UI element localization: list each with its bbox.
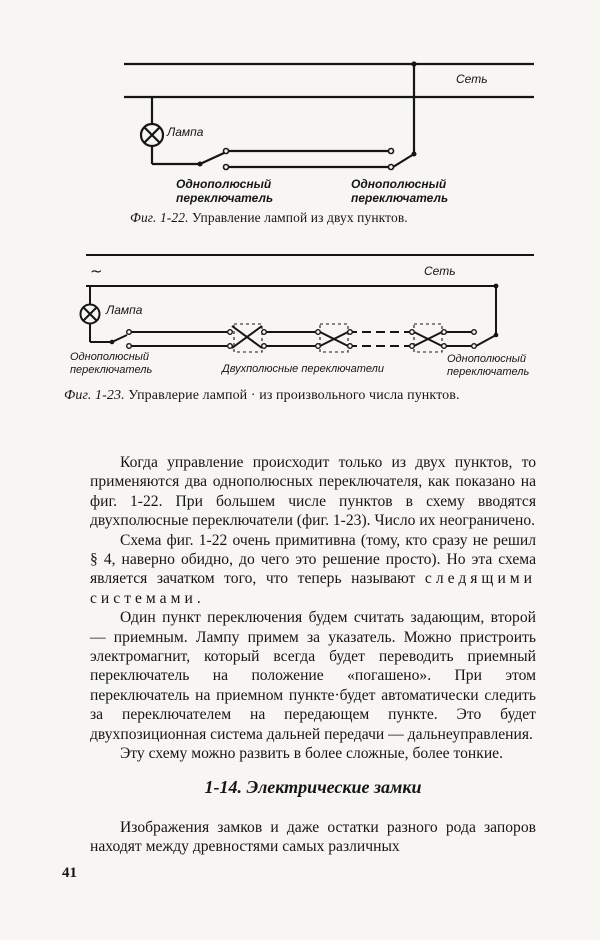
- caption-text: Управлерие лампой · из произвольного числа пунктов.: [124, 388, 460, 403]
- net-label: Сеть: [456, 72, 488, 86]
- paragraph-2: [90, 531, 536, 609]
- switch-right-label-2: переключатель: [447, 366, 530, 378]
- paragraph-1: Когда управление происходит только из двух пунктов, то применяются два однополюсных переключателя, как показано на фиг. 1-22. При большем числе пунктов в схему вводятся двухполюсные переключатели (фиг. 1-23). Число их неограничено.: [90, 454, 536, 530]
- lamp-label: Лампа: [167, 125, 204, 139]
- page-number: 41: [62, 865, 77, 881]
- lamp-label: Лампа: [106, 303, 143, 317]
- net-label: Сеть: [424, 264, 456, 278]
- paragraph-3: Один пункт переключения будем считать задающим, второй — приемным. Лампу примем за указатель. Можно пристроить электромагнит, который всегда будет переводить приемный переключатель на положение «погашено». При этом переключатель на приемном пункте·будет автоматически следить за переключателем на передающем пункте. Это будет двухпозиционная система дальней передачи — дальнеуправления.: [90, 609, 536, 743]
- caption-number: Фиг. 1-22.: [130, 210, 189, 225]
- switch-middle-label: Двухполюсные переключатели: [222, 363, 384, 375]
- switch-left-label-1: Однополюсный: [70, 351, 149, 363]
- caption-number: Фиг. 1-23.: [64, 388, 125, 403]
- caption-text: Управление лампой из двух пунктов.: [188, 210, 408, 225]
- paragraph-5: Изображения замков и даже остатки разного рода запоров находят между древностями самых различных: [90, 819, 536, 856]
- figure-1-23-caption: [64, 388, 460, 404]
- switch-left-label-1: Однополюсный: [176, 177, 272, 191]
- switch-left-label-2: переключатель: [176, 191, 274, 205]
- ac-symbol: ~: [90, 262, 103, 280]
- body-text-block-2: [90, 818, 536, 857]
- paragraph-4: Эту схему можно развить в более сложные, более тонкие.: [120, 745, 503, 763]
- figure-1-23: [0, 0, 600, 400]
- switch-right-label-2: переключатель: [351, 191, 449, 205]
- section-title: 1-14. Электрические замки: [204, 777, 422, 797]
- body-text-block: [90, 453, 536, 764]
- switch-right-label-1: Однополюсный: [447, 353, 526, 365]
- switch-left-label-2: переключатель: [70, 364, 153, 376]
- paragraph-2-emphasis: следящими системами.: [90, 570, 536, 607]
- switch-right-label-1: Однополюсный: [351, 177, 447, 191]
- paragraph-2-text: Схема фиг. 1-22 очень примитивна (тому, кто сразу не решил § 4, наверно обидно, до чего это решение просто). Но эта схема является зачатком того, что теперь называют: [90, 531, 536, 588]
